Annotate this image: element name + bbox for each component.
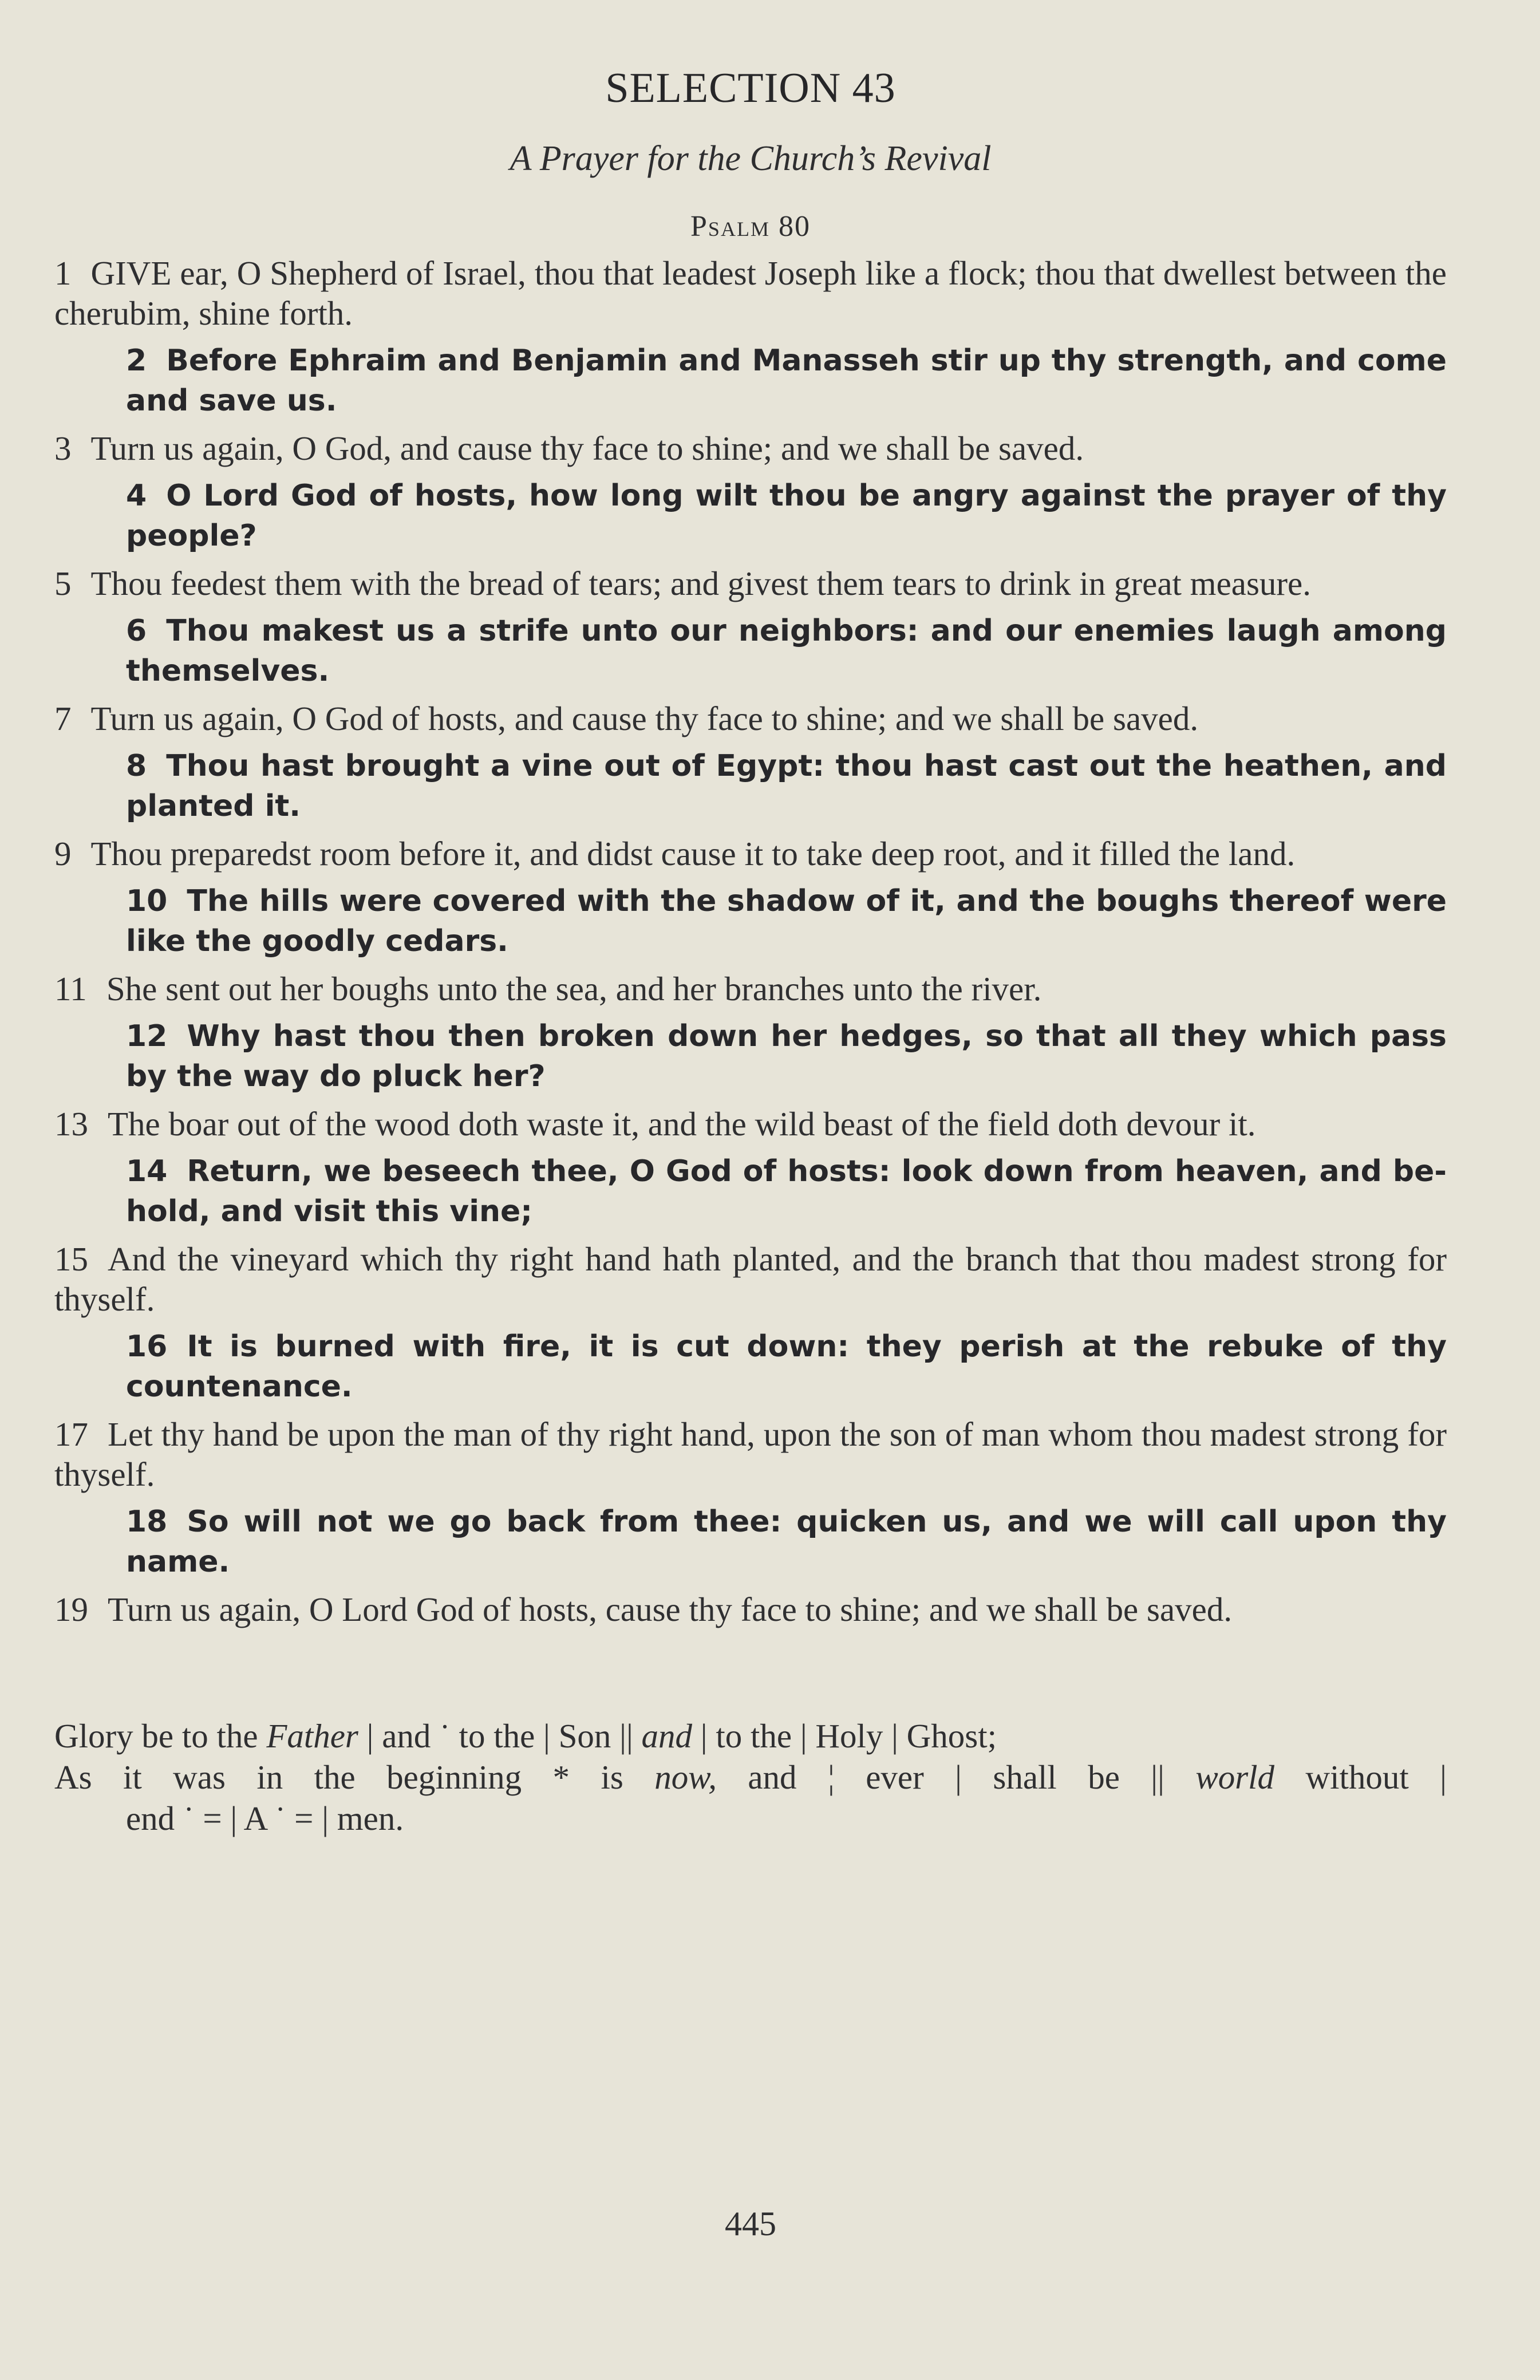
gloria-line-2: As it was in the beginning * is now, and ¦ ever | shall be || world without |: [54, 1758, 1447, 1796]
verse-number: 4: [126, 479, 147, 513]
verse-4: [126, 476, 1447, 556]
verse-number: 8: [126, 749, 147, 783]
verse-9: [54, 834, 1447, 874]
verse-text: It is burned with fire, it is cut down: they perish at the rebuke of thy countenance.: [126, 1329, 1447, 1404]
selection-title: SELECTION 43: [605, 65, 896, 112]
verse-text: O Lord God of hosts, how long wilt thou be angry against the prayer of thy people?: [126, 479, 1447, 553]
verse-text: Thou makest us a strife unto our neighbors: and our enemies laugh among themselves.: [126, 614, 1447, 688]
verse-number: 3: [54, 429, 72, 467]
verse-number: 17: [54, 1415, 88, 1453]
verse-number: 19: [54, 1590, 88, 1628]
verse-5: [54, 563, 1447, 603]
verse-10: [126, 881, 1447, 961]
verse-16: [126, 1327, 1447, 1407]
verse-number: 15: [54, 1240, 88, 1278]
verse-text: The boar out of the wood doth waste it, and the wild beast of the field doth devour it.: [108, 1105, 1256, 1143]
verse-15: [54, 1239, 1447, 1319]
psalter-page: [54, 0, 1447, 2380]
verse-number: 10: [126, 884, 168, 918]
verse-1: [54, 253, 1447, 333]
verse-text: The hills were covered with the shadow of it, and the boughs thereof were like the goodly cedars.: [126, 884, 1447, 958]
gloria-patri: [54, 1715, 1447, 1839]
verse-2: [126, 341, 1447, 421]
verse-number: 13: [54, 1105, 88, 1143]
verse-text: Turn us again, O Lord God of hosts, cause thy face to shine; and we shall be saved.: [108, 1590, 1233, 1628]
gloria-line-1: Glory be to the Father | and ˙ to the | Son || and | to the | Holy | Ghost;: [54, 1717, 997, 1755]
verse-8: [126, 746, 1447, 826]
verse-number: 16: [126, 1329, 168, 1364]
verse-number: 5: [54, 565, 72, 602]
psalm-reference: Psalm 80: [690, 210, 811, 243]
verse-text: Turn us again, O God of hosts, and cause thy face to shine; and we shall be saved.: [90, 700, 1199, 737]
verse-text: Let thy hand be upon the man of thy right hand, upon the son of man whom thou madest strong for thyself.: [54, 1415, 1447, 1493]
page-number: 445: [725, 2205, 776, 2243]
verse-text: GIVE ear, O Shepherd of Israel, thou that leadest Joseph like a flock; thou that dwellest between the cherubim, shine forth.: [54, 254, 1447, 332]
verse-text: Thou preparedst room before it, and didst cause it to take deep root, and it filled the land.: [90, 835, 1296, 873]
verse-text: And the vineyard which thy right hand hath planted, and the branch that thou madest strong for thyself.: [54, 1240, 1447, 1318]
verse-18: [126, 1502, 1447, 1582]
verse-text: Return, we beseech thee, O God of hosts: look down from heaven, and behold, and visit this vine;: [126, 1154, 1447, 1229]
verse-text: Why hast thou then broken down her hedges, so that all they which pass by the way do pluck her?: [126, 1019, 1447, 1094]
verse-number: 14: [126, 1154, 168, 1189]
verse-number: 6: [126, 614, 147, 648]
verse-number: 18: [126, 1505, 168, 1539]
verse-text: She sent out her boughs unto the sea, and her branches unto the river.: [106, 970, 1042, 1008]
verse-7: [54, 698, 1447, 739]
verse-number: 9: [54, 835, 72, 873]
verse-text: Thou hast brought a vine out of Egypt: thou hast cast out the heathen, and planted it.: [126, 749, 1447, 823]
verse-12: [126, 1016, 1447, 1096]
verse-number: 11: [54, 970, 87, 1008]
verse-14: [126, 1151, 1447, 1232]
verse-11: [54, 969, 1447, 1009]
verse-text: Turn us again, O God, and cause thy face to shine; and we shall be saved.: [90, 429, 1084, 467]
selection-subtitle: A Prayer for the Church’s Revival: [510, 139, 992, 178]
verse-number: 2: [126, 344, 147, 378]
verse-list: [54, 253, 1447, 1637]
verse-text: Thou feedest them with the bread of tears; and givest them tears to drink in great measure.: [90, 565, 1311, 602]
verse-text: So will not we go back from thee: quicken us, and we will call upon thy name.: [126, 1505, 1447, 1579]
verse-number: 12: [126, 1019, 168, 1053]
verse-6: [126, 611, 1447, 691]
verse-3: [54, 428, 1447, 468]
gloria-line-3: end ˙ = | A ˙ = | men.: [126, 1799, 404, 1837]
verse-number: 1: [54, 254, 72, 292]
verse-17: [54, 1414, 1447, 1494]
verse-number: 7: [54, 700, 72, 737]
verse-text: Before Ephraim and Benjamin and Manasseh stir up thy strength, and come and save us.: [126, 344, 1447, 418]
verse-13: [54, 1104, 1447, 1144]
verse-19: [54, 1589, 1447, 1629]
